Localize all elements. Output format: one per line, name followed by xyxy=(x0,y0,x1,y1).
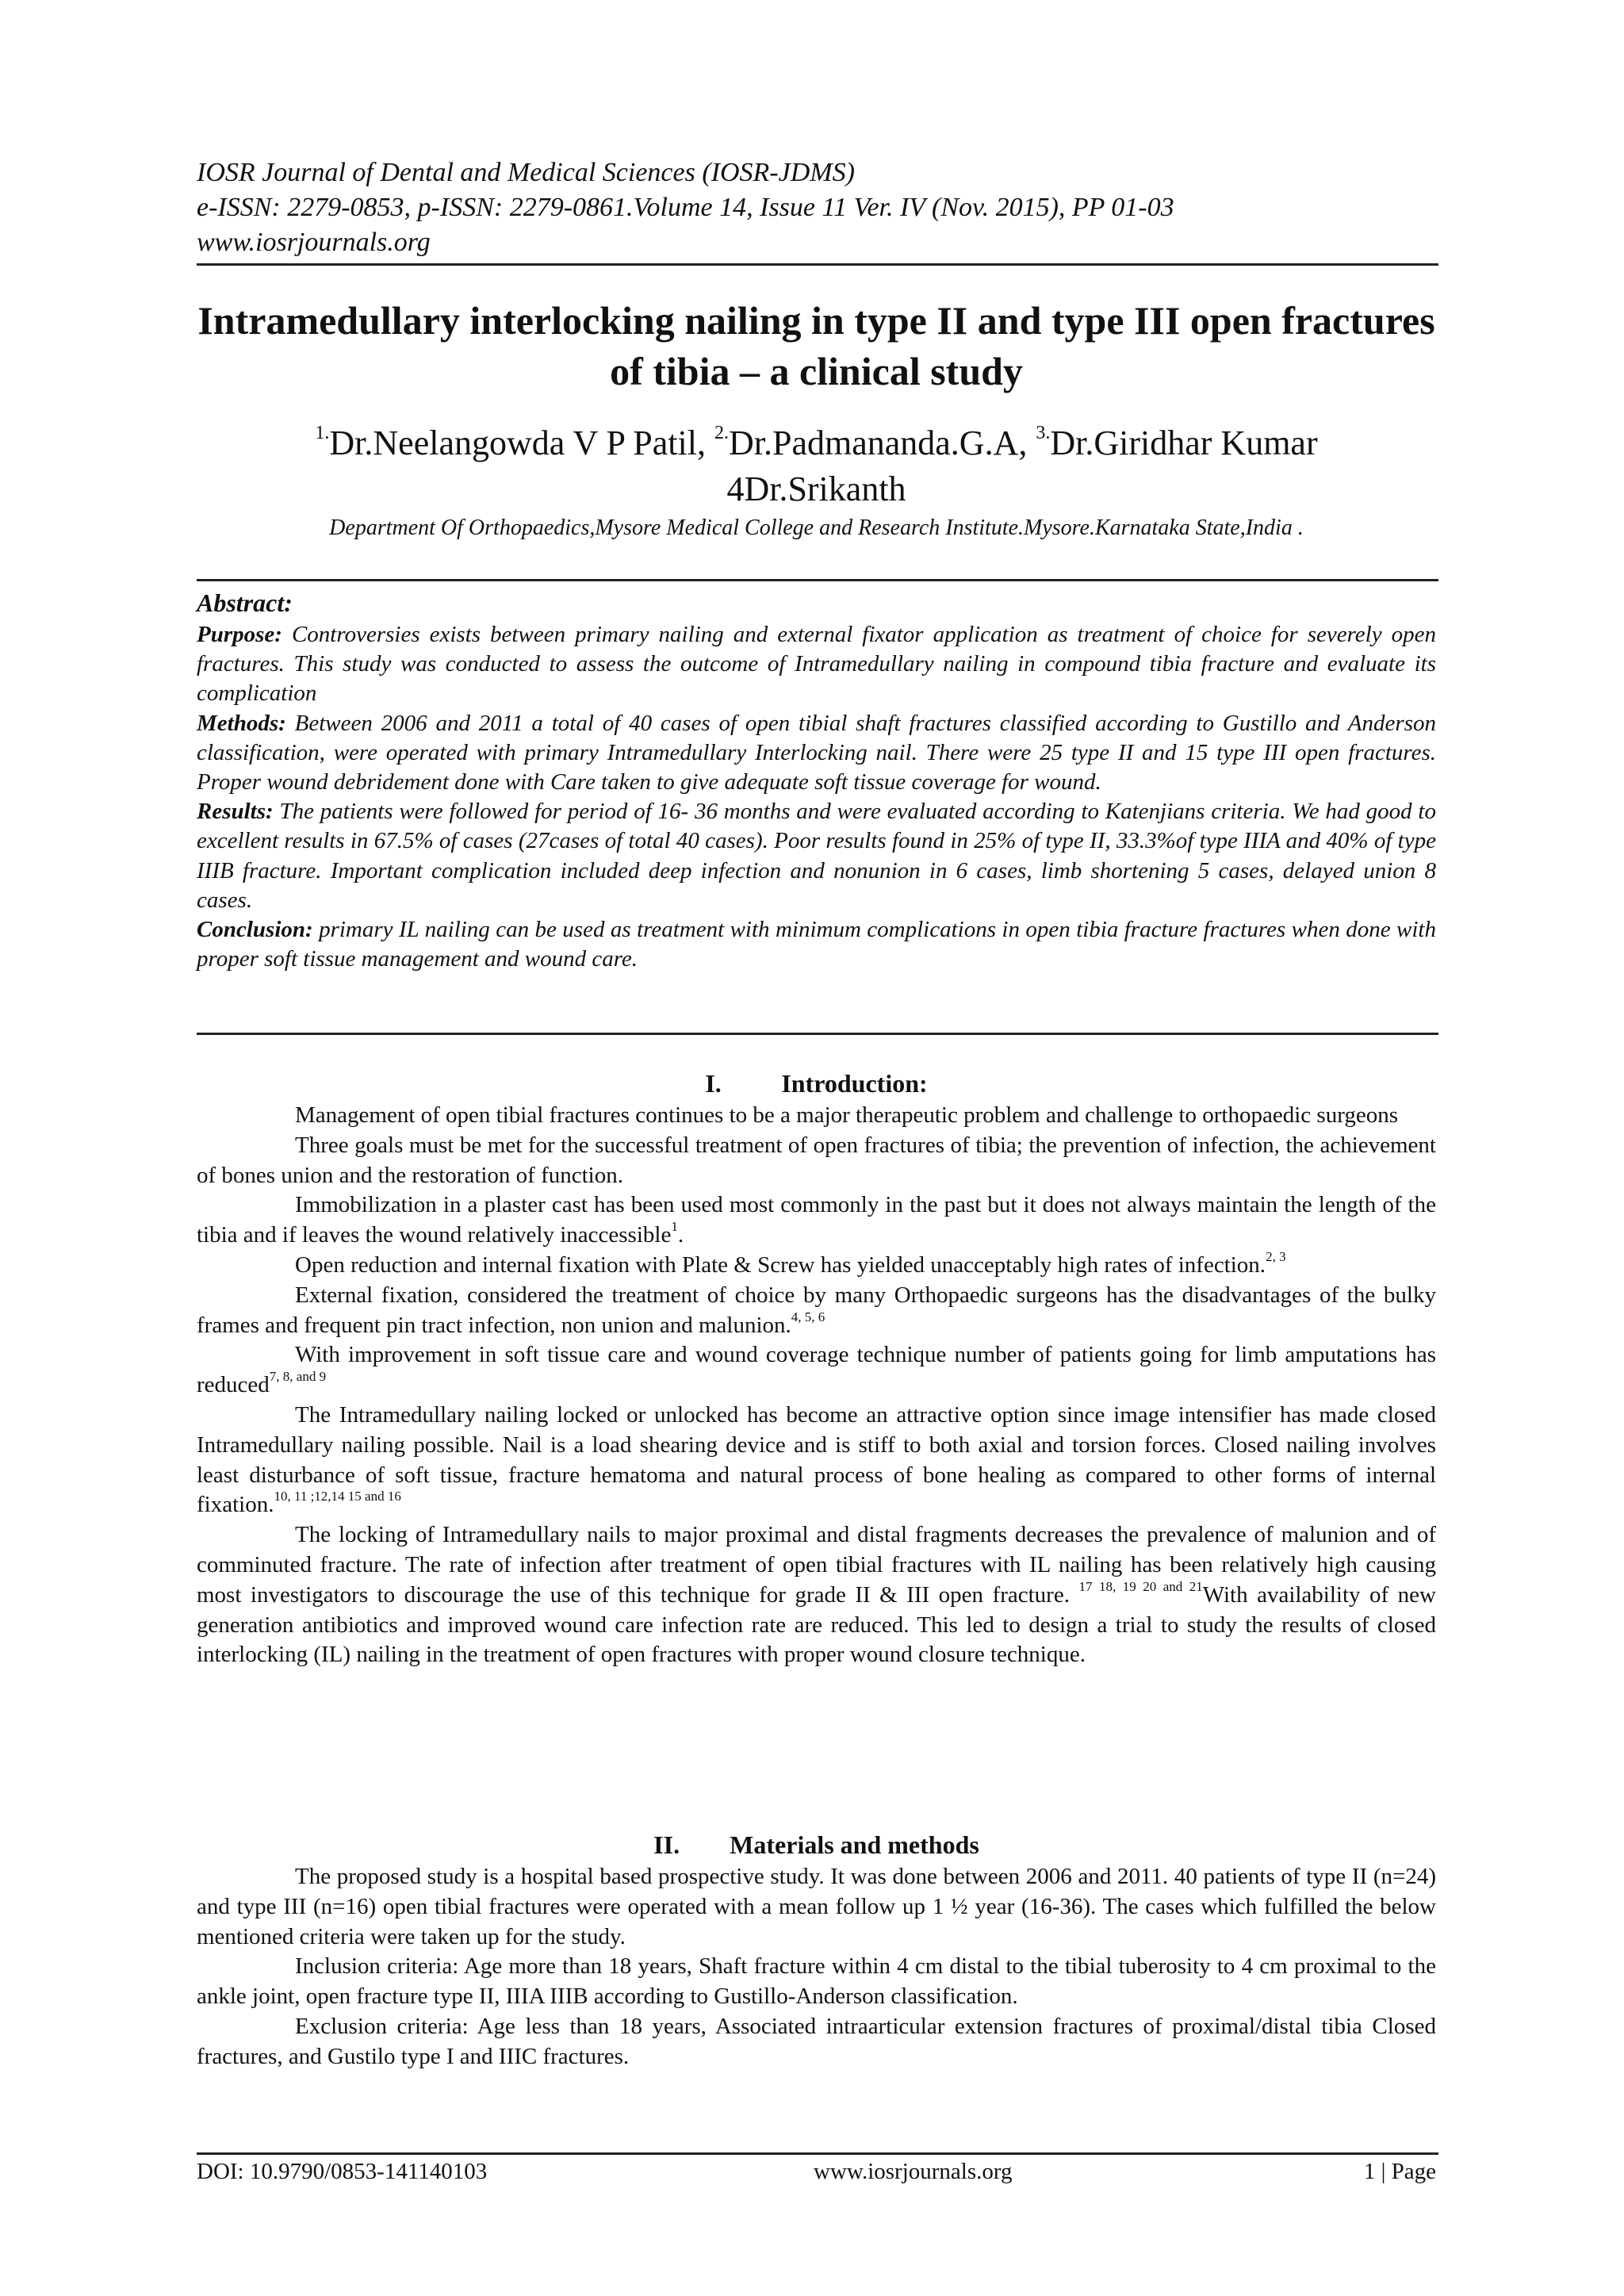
page-footer xyxy=(197,2156,1436,2187)
paper-title: Intramedullary interlocking nailing in type II and type III open fractures of tibia – a clinical study xyxy=(197,298,1435,393)
abstract-heading: Abstract: xyxy=(197,588,293,617)
abstract-block xyxy=(197,585,1436,974)
methods-label: Methods: xyxy=(197,710,286,736)
intro-p8-ref: 17 18, 19 20 and 21 xyxy=(1078,1578,1203,1594)
footer-doi: DOI: 10.9790/0853-141140103 xyxy=(197,2159,488,2184)
methods-text: Between 2006 and 2011 a total of 40 cases of open tibial shaft fractures classified according to Gustillo and Anderson classification, were operated with primary Intramedullary Interlocking nail. There were 25 type II and 15 type III open fractures. Proper wound debridement done with Care taken to give adequate soft tissue coverage for wound. xyxy=(197,710,1436,795)
journal-header xyxy=(197,155,1436,260)
author-2-sup: 2. xyxy=(714,423,729,443)
section-materials-methods xyxy=(197,1827,1436,2072)
abstract-conclusion xyxy=(197,915,1436,974)
results-label: Results: xyxy=(197,799,274,825)
intro-p4-text: Open reduction and internal fixation with Plate & Screw has yielded unacceptably high rates of infection. xyxy=(295,1251,1266,1278)
intro-p5-text: External fixation, considered the treatment of choice by many Orthopaedic surgeons has the disadvantages of the bulky frames and frequent pin tract infection, non union and malunion. xyxy=(197,1282,1436,1338)
intro-paragraph-7 xyxy=(197,1401,1436,1520)
journal-issn: e-ISSN: 2279-0853, p-ISSN: 2279-0861.Volume 14, Issue 11 Ver. IV (Nov. 2015), PP 01-03 xyxy=(197,193,1174,222)
intro-p6-ref: 7, 8, and 9 xyxy=(269,1369,327,1385)
results-text: The patients were followed for period of 16- 36 months and were evaluated according to Katenjians criteria. We had good to excellent results in 67.5% of cases (27cases of total 40 cases). Poor results found in 25% of type II, 33.3%of type IIIA and 40% of type IIIB fracture. Important complication included deep infection and nonunion in 6 cases, limb shortening 5 cases, delayed union 8 cases. xyxy=(197,799,1436,913)
intro-p7-text: The Intramedullary nailing locked or unlocked has become an attractive option since image intensifier has made closed Intramedullary nailing possible. Nail is a load shearing device and is stiff to both axial and torsion forces. Closed nailing involves least disturbance of soft tissue, fracture hematoma and natural process of bone healing as compared to other forms of internal fixation. xyxy=(197,1401,1436,1518)
intro-p3-text: Immobilization in a plaster cast has been used most commonly in the past but it does not always maintain the length of the tibia and if leaves the wound relatively inaccessible xyxy=(197,1192,1436,1248)
intro-p6-text: With improvement in soft tissue care and wound coverage technique number of patients going for limb amputations has reduced xyxy=(197,1342,1436,1398)
intro-p3-ref: 1 xyxy=(671,1219,678,1235)
intro-heading xyxy=(197,1066,1436,1101)
author-list xyxy=(197,420,1436,512)
footer-page-number: 1 | Page xyxy=(1363,2159,1436,2184)
intro-paragraph-6 xyxy=(197,1340,1436,1401)
footer-website: www.iosrjournals.org xyxy=(814,2159,1013,2184)
intro-p8-text: The locking of Intramedullary nails to major proximal and distal fragments decreases the prevalence of malunion and of comminuted fracture. The rate of infection after treatment of open tibial fractures with IL nailing has been relatively high causing most investigators to discourage the use of this technique for grade II & III open fracture. xyxy=(197,1522,1436,1608)
journal-website: www.iosrjournals.org xyxy=(197,228,431,257)
journal-name: IOSR Journal of Dental and Medical Sciences (IOSR-JDMS) xyxy=(197,158,855,187)
methods-title: Materials and methods xyxy=(730,1830,979,1859)
author-3-sup: 3. xyxy=(1036,423,1051,443)
intro-p8-end: With availability of new generation antibiotics and improved wound care infection rate are reduced. This led to design a trial to study the results of closed interlocking (IL) nailing in the treatment of open fractures with proper wound closure technique. xyxy=(197,1581,1437,1668)
intro-paragraph-2: Three goals must be met for the successful treatment of open fractures of tibia; the prevention of infection, the achievement of bones union and the restoration of function. xyxy=(197,1132,1436,1188)
author-3-name: Dr.Giridhar Kumar xyxy=(1050,424,1318,462)
intro-paragraph-3 xyxy=(197,1190,1436,1251)
intro-p5-ref: 4, 5, 6 xyxy=(791,1309,825,1324)
author-1-sup: 1. xyxy=(315,423,330,443)
author-2-name: Dr.Padmananda.G.A, xyxy=(728,424,1036,462)
intro-paragraph-1: Management of open tibial fractures continues to be a major therapeutic problem and challenge to orthopaedic surgeons xyxy=(295,1102,1398,1128)
methods-heading xyxy=(197,1827,1436,1862)
methods-number: II. xyxy=(653,1830,680,1859)
purpose-label: Purpose: xyxy=(197,622,282,647)
affiliation: Department Of Orthopaedics,Mysore Medical College and Research Institute.Mysore.Karnataka State,India . xyxy=(329,516,1304,540)
intro-number: I. xyxy=(705,1069,722,1098)
methods-inclusion-criteria: Inclusion criteria: Age more than 18 years, Shaft fracture within 4 cm distal to the tibial tuberosity to 4 cm proximal to the ankle joint, open fracture type II, IIIA IIIB according to Gustillo-Anderson classification. xyxy=(197,1953,1436,2010)
abstract-top-rule xyxy=(197,579,1438,581)
abstract-results xyxy=(197,797,1436,915)
author-4-name: 4Dr.Srikanth xyxy=(726,470,906,508)
abstract-methods xyxy=(197,709,1436,798)
intro-p4-ref: 2, 3 xyxy=(1266,1248,1286,1264)
conclusion-text: primary IL nailing can be used as treatment with minimum complications in open tibia fracture fractures when done with proper soft tissue management and wound care. xyxy=(197,917,1436,972)
intro-paragraph-5 xyxy=(197,1281,1436,1341)
intro-p7-ref: 10, 11 ;12,14 15 and 16 xyxy=(274,1489,401,1504)
author-line-1 xyxy=(197,420,1436,466)
header-rule xyxy=(197,263,1438,266)
abstract-bottom-rule xyxy=(197,1033,1438,1035)
footer-rule xyxy=(197,2152,1438,2155)
intro-p3-end: . xyxy=(677,1222,684,1248)
methods-exclusion-criteria: Exclusion criteria: Age less than 18 years, Associated intraarticular extension fractures of proximal/distal tibia Closed fractures, and Gustilo type I and IIIC fractures. xyxy=(197,2013,1436,2069)
intro-paragraph-8 xyxy=(197,1520,1436,1670)
conclusion-label: Conclusion: xyxy=(197,917,313,943)
author-line-2 xyxy=(197,466,1436,512)
abstract-purpose xyxy=(197,620,1436,709)
purpose-text: Controversies exists between primary nailing and external fixator application as treatment of choice for severely open fractures. This study was conducted to assess the outcome of Intramedullary nailing in compound tibia fracture and evaluate its complication xyxy=(197,622,1436,707)
methods-paragraph-1: The proposed study is a hospital based prospective study. It was done between 2006 and 2011. 40 patients of type II (n=24) and type III (n=16) open tibial fractures were operated with a mean follow up 1 ½ year (16-36). The cases which fulfilled the below mentioned criteria were taken up for the study. xyxy=(197,1864,1436,1949)
author-1-name: Dr.Neelangowda V P Patil, xyxy=(329,424,714,462)
intro-paragraph-4 xyxy=(197,1248,1436,1281)
section-introduction xyxy=(197,1066,1436,1670)
intro-title: Introduction: xyxy=(781,1069,928,1098)
